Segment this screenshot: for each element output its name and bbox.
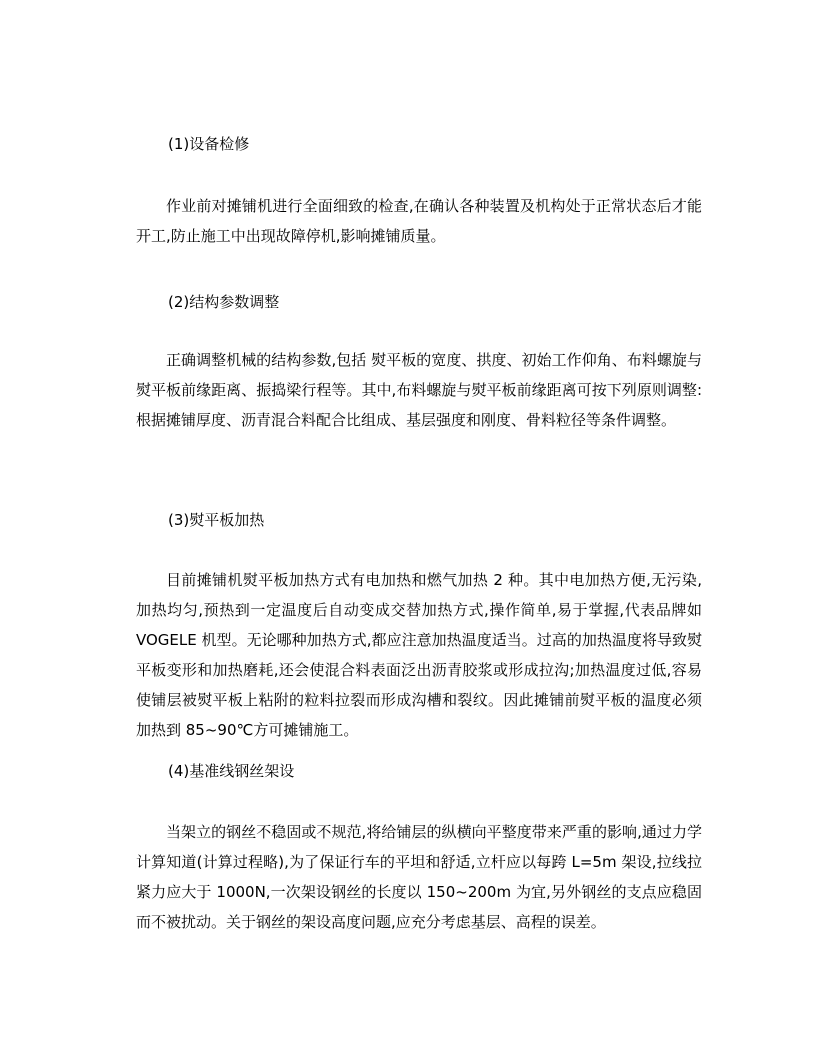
section-heading-structural-parameters: (2)结构参数调整: [168, 293, 280, 311]
section-body-equipment-inspection: 作业前对摊铺机进行全面细致的检查,在确认各种装置及机构处于正常状态后才能开工,防止施工中出现故障停机,影响摊铺质量。: [136, 197, 702, 245]
section-body-screed-heating: 目前摊铺机熨平板加热方式有电加热和燃气加热 2 种。其中电加热方便,无污染,加热均匀,预热到一定温度后自动变成交替加热方式,操作简单,易于掌握,代表品牌如 VOGELE 机型。无论哪种加热方式,都应注意加热温度适当。过高的加热温度将导致熨平板变形和加热磨耗,还会使混合料表面泛出沥青胶浆或形成拉沟;加热温度过低,容易使铺层被熨平板上粘附的粒料拉裂而形成沟槽和裂纹。因此摊铺前熨平板的温度必须加热到 85~90℃方可摊铺施工。: [136, 571, 702, 739]
section-heading-equipment-inspection: (1)设备检修: [168, 135, 250, 153]
section-heading-screed-heating: (3)熨平板加热: [168, 511, 265, 529]
document-page: [136, 0, 702, 1056]
section-body-reference-wire: 当架立的钢丝不稳固或不规范,将给铺层的纵横向平整度带来严重的影响,通过力学计算知道(计算过程略),为了保证行车的平坦和舒适,立杆应以每跨 L=5m 架设,拉线拉紧力应大于 1000N,一次架设钢丝的长度以 150~200m 为宜,另外钢丝的支点应稳固而不被扰动。关于钢丝的架设高度问题,应充分考虑基层、高程的误差。: [136, 823, 702, 931]
section-body-structural-parameters: 正确调整机械的结构参数,包括 熨平板的宽度、拱度、初始工作仰角、布料螺旋与熨平板前缘距离、振捣梁行程等。其中,布料螺旋与熨平板前缘距离可按下列原则调整:根据摊铺厚度、沥青混合料配合比组成、基层强度和刚度、骨料粒径等条件调整。: [136, 351, 702, 429]
section-heading-reference-wire: (4)基准线钢丝架设: [168, 762, 295, 780]
